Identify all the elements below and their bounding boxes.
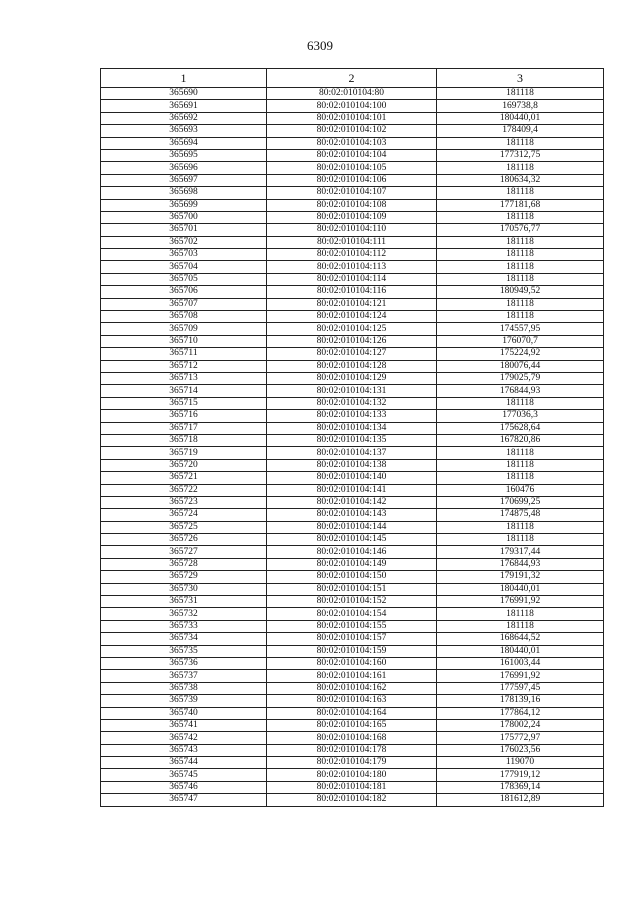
cadastral-number-cell: 80:02:010104:168 (267, 732, 437, 744)
value-cell: 176844,93 (437, 558, 604, 570)
table-row (101, 174, 604, 186)
table-row (101, 311, 604, 323)
row-number-cell: 365743 (101, 744, 267, 756)
value-cell: 180440,01 (437, 583, 604, 595)
table-row (101, 360, 604, 372)
cadastral-number-cell: 80:02:010104:150 (267, 571, 437, 583)
value-cell: 174875,48 (437, 509, 604, 521)
value-cell: 176991,92 (437, 596, 604, 608)
cadastral-number-cell: 80:02:010104:128 (267, 360, 437, 372)
value-cell: 180949,52 (437, 286, 604, 298)
table-row (101, 707, 604, 719)
value-cell: 181118 (437, 236, 604, 248)
column-header-2: 2 (267, 69, 437, 88)
row-number-cell: 365732 (101, 608, 267, 620)
row-number-cell: 365707 (101, 298, 267, 310)
row-number-cell: 365700 (101, 211, 267, 223)
table-row (101, 211, 604, 223)
row-number-cell: 365695 (101, 149, 267, 161)
cadastral-number-cell: 80:02:010104:100 (267, 100, 437, 112)
cadastral-number-cell: 80:02:010104:132 (267, 397, 437, 409)
cadastral-number-cell: 80:02:010104:181 (267, 781, 437, 793)
row-number-cell: 365703 (101, 249, 267, 261)
row-number-cell: 365731 (101, 596, 267, 608)
cadastral-number-cell: 80:02:010104:137 (267, 447, 437, 459)
cadastral-number-cell: 80:02:010104:159 (267, 645, 437, 657)
table-row (101, 125, 604, 137)
table-row (101, 571, 604, 583)
row-number-cell: 365740 (101, 707, 267, 719)
row-number-cell: 365725 (101, 521, 267, 533)
row-number-cell: 365744 (101, 757, 267, 769)
row-number-cell: 365698 (101, 187, 267, 199)
table-row (101, 645, 604, 657)
table-row (101, 397, 604, 409)
row-number-cell: 365717 (101, 422, 267, 434)
cadastral-number-cell: 80:02:010104:103 (267, 137, 437, 149)
value-cell: 178409,4 (437, 125, 604, 137)
row-number-cell: 365706 (101, 286, 267, 298)
table-row (101, 682, 604, 694)
value-cell: 177181,68 (437, 199, 604, 211)
table-row (101, 261, 604, 273)
cadastral-number-cell: 80:02:010104:121 (267, 298, 437, 310)
row-number-cell: 365719 (101, 447, 267, 459)
cadastral-number-cell: 80:02:010104:116 (267, 286, 437, 298)
table-row (101, 670, 604, 682)
table-body (101, 88, 604, 807)
cadastral-number-cell: 80:02:010104:102 (267, 125, 437, 137)
row-number-cell: 365697 (101, 174, 267, 186)
row-number-cell: 365692 (101, 112, 267, 124)
row-number-cell: 365727 (101, 546, 267, 558)
row-number-cell: 365705 (101, 273, 267, 285)
value-cell: 175772,97 (437, 732, 604, 744)
value-cell: 181118 (437, 311, 604, 323)
row-number-cell: 365710 (101, 335, 267, 347)
table-row (101, 187, 604, 199)
value-cell: 181118 (437, 187, 604, 199)
table-row (101, 732, 604, 744)
table-header (101, 69, 604, 88)
cadastral-number-cell: 80:02:010104:154 (267, 608, 437, 620)
table-row (101, 596, 604, 608)
column-header-1: 1 (101, 69, 267, 88)
table-row (101, 199, 604, 211)
table-row (101, 249, 604, 261)
cadastral-number-cell: 80:02:010104:155 (267, 620, 437, 632)
table-row (101, 224, 604, 236)
value-cell: 160476 (437, 484, 604, 496)
row-number-cell: 365715 (101, 397, 267, 409)
table-row (101, 757, 604, 769)
table-row (101, 744, 604, 756)
value-cell: 119070 (437, 757, 604, 769)
row-number-cell: 365742 (101, 732, 267, 744)
cadastral-number-cell: 80:02:010104:131 (267, 385, 437, 397)
row-number-cell: 365735 (101, 645, 267, 657)
table-row (101, 583, 604, 595)
row-number-cell: 365738 (101, 682, 267, 694)
table-row (101, 769, 604, 781)
row-number-cell: 365747 (101, 794, 267, 806)
table-row (101, 88, 604, 100)
cadastral-number-cell: 80:02:010104:144 (267, 521, 437, 533)
cadastral-number-cell: 80:02:010104:109 (267, 211, 437, 223)
row-number-cell: 365704 (101, 261, 267, 273)
value-cell: 178002,24 (437, 719, 604, 731)
cadastral-number-cell: 80:02:010104:106 (267, 174, 437, 186)
cadastral-number-cell: 80:02:010104:138 (267, 459, 437, 471)
row-number-cell: 365745 (101, 769, 267, 781)
table-row (101, 781, 604, 793)
cadastral-number-cell: 80:02:010104:110 (267, 224, 437, 236)
value-cell: 181118 (437, 273, 604, 285)
table-row (101, 162, 604, 174)
row-number-cell: 365730 (101, 583, 267, 595)
cadastral-number-cell: 80:02:010104:179 (267, 757, 437, 769)
table-row (101, 608, 604, 620)
value-cell: 176844,93 (437, 385, 604, 397)
table-row (101, 484, 604, 496)
value-cell: 181118 (437, 298, 604, 310)
table-row (101, 534, 604, 546)
row-number-cell: 365718 (101, 434, 267, 446)
cadastral-number-cell: 80:02:010104:151 (267, 583, 437, 595)
row-number-cell: 365746 (101, 781, 267, 793)
table-row (101, 620, 604, 632)
table-row (101, 472, 604, 484)
cadastral-number-cell: 80:02:010104:182 (267, 794, 437, 806)
cadastral-number-cell: 80:02:010104:160 (267, 657, 437, 669)
row-number-cell: 365733 (101, 620, 267, 632)
cadastral-number-cell: 80:02:010104:105 (267, 162, 437, 174)
row-number-cell: 365690 (101, 88, 267, 100)
table-row (101, 434, 604, 446)
value-cell: 175224,92 (437, 348, 604, 360)
cadastral-number-cell: 80:02:010104:140 (267, 472, 437, 484)
value-cell: 181612,89 (437, 794, 604, 806)
cadastral-number-cell: 80:02:010104:133 (267, 410, 437, 422)
table-row (101, 236, 604, 248)
table-row (101, 149, 604, 161)
value-cell: 179191,32 (437, 571, 604, 583)
value-cell: 180440,01 (437, 112, 604, 124)
cadastral-number-cell: 80:02:010104:157 (267, 633, 437, 645)
row-number-cell: 365723 (101, 496, 267, 508)
value-cell: 179317,44 (437, 546, 604, 558)
cadastral-number-cell: 80:02:010104:104 (267, 149, 437, 161)
table-row (101, 521, 604, 533)
table-row (101, 137, 604, 149)
value-cell: 179025,79 (437, 372, 604, 384)
cadastral-number-cell: 80:02:010104:127 (267, 348, 437, 360)
row-number-cell: 365734 (101, 633, 267, 645)
cadastral-number-cell: 80:02:010104:142 (267, 496, 437, 508)
table-row (101, 496, 604, 508)
cadastral-number-cell: 80:02:010104:111 (267, 236, 437, 248)
cadastral-number-cell: 80:02:010104:80 (267, 88, 437, 100)
cadastral-number-cell: 80:02:010104:180 (267, 769, 437, 781)
value-cell: 168644,52 (437, 633, 604, 645)
value-cell: 177312,75 (437, 149, 604, 161)
value-cell: 170576,77 (437, 224, 604, 236)
row-number-cell: 365713 (101, 372, 267, 384)
value-cell: 181118 (437, 620, 604, 632)
value-cell: 178139,16 (437, 695, 604, 707)
row-number-cell: 365726 (101, 534, 267, 546)
table-row (101, 298, 604, 310)
value-cell: 177919,12 (437, 769, 604, 781)
row-number-cell: 365737 (101, 670, 267, 682)
value-cell: 161003,44 (437, 657, 604, 669)
cadastral-number-cell: 80:02:010104:143 (267, 509, 437, 521)
value-cell: 181118 (437, 447, 604, 459)
value-cell: 180076,44 (437, 360, 604, 372)
row-number-cell: 365711 (101, 348, 267, 360)
table-row (101, 794, 604, 806)
value-cell: 178369,14 (437, 781, 604, 793)
value-cell: 181118 (437, 521, 604, 533)
value-cell: 181118 (437, 211, 604, 223)
row-number-cell: 365721 (101, 472, 267, 484)
table-row (101, 422, 604, 434)
cadastral-number-cell: 80:02:010104:129 (267, 372, 437, 384)
cadastral-number-cell: 80:02:010104:162 (267, 682, 437, 694)
cadastral-number-cell: 80:02:010104:146 (267, 546, 437, 558)
row-number-cell: 365716 (101, 410, 267, 422)
value-cell: 181118 (437, 137, 604, 149)
row-number-cell: 365739 (101, 695, 267, 707)
row-number-cell: 365729 (101, 571, 267, 583)
cadastral-number-cell: 80:02:010104:125 (267, 323, 437, 335)
table-row (101, 286, 604, 298)
value-cell: 180634,32 (437, 174, 604, 186)
row-number-cell: 365709 (101, 323, 267, 335)
column-header-3: 3 (437, 69, 604, 88)
value-cell: 169738,8 (437, 100, 604, 112)
cadastral-number-cell: 80:02:010104:107 (267, 187, 437, 199)
row-number-cell: 365720 (101, 459, 267, 471)
page-number: 6309 (307, 38, 333, 53)
table-row (101, 348, 604, 360)
value-cell: 176991,92 (437, 670, 604, 682)
value-cell: 177864,12 (437, 707, 604, 719)
value-cell: 181118 (437, 459, 604, 471)
table-row (101, 546, 604, 558)
value-cell: 181118 (437, 249, 604, 261)
cadastral-number-cell: 80:02:010104:108 (267, 199, 437, 211)
value-cell: 176070,7 (437, 335, 604, 347)
value-cell: 180440,01 (437, 645, 604, 657)
table-row (101, 447, 604, 459)
table-row (101, 633, 604, 645)
row-number-cell: 365699 (101, 199, 267, 211)
value-cell: 181118 (437, 88, 604, 100)
header-row (101, 69, 604, 88)
value-cell: 181118 (437, 534, 604, 546)
value-cell: 181118 (437, 397, 604, 409)
table-row (101, 695, 604, 707)
value-cell: 181118 (437, 608, 604, 620)
table-row (101, 385, 604, 397)
row-number-cell: 365722 (101, 484, 267, 496)
row-number-cell: 365701 (101, 224, 267, 236)
value-cell: 181118 (437, 261, 604, 273)
table-row (101, 410, 604, 422)
cadastral-number-cell: 80:02:010104:149 (267, 558, 437, 570)
value-cell: 175628,64 (437, 422, 604, 434)
table-row (101, 335, 604, 347)
cadastral-number-cell: 80:02:010104:152 (267, 596, 437, 608)
row-number-cell: 365728 (101, 558, 267, 570)
data-table (100, 68, 604, 807)
value-cell: 177036,3 (437, 410, 604, 422)
row-number-cell: 365741 (101, 719, 267, 731)
value-cell: 176023,56 (437, 744, 604, 756)
cadastral-number-cell: 80:02:010104:164 (267, 707, 437, 719)
row-number-cell: 365696 (101, 162, 267, 174)
cadastral-number-cell: 80:02:010104:134 (267, 422, 437, 434)
table-row (101, 273, 604, 285)
row-number-cell: 365691 (101, 100, 267, 112)
table-row (101, 509, 604, 521)
value-cell: 181118 (437, 472, 604, 484)
row-number-cell: 365693 (101, 125, 267, 137)
row-number-cell: 365694 (101, 137, 267, 149)
table-row (101, 558, 604, 570)
table-row (101, 657, 604, 669)
row-number-cell: 365736 (101, 657, 267, 669)
cadastral-number-cell: 80:02:010104:178 (267, 744, 437, 756)
value-cell: 177597,45 (437, 682, 604, 694)
value-cell: 181118 (437, 162, 604, 174)
table-row (101, 323, 604, 335)
cadastral-number-cell: 80:02:010104:126 (267, 335, 437, 347)
table-row (101, 459, 604, 471)
cadastral-number-cell: 80:02:010104:112 (267, 249, 437, 261)
cadastral-number-cell: 80:02:010104:141 (267, 484, 437, 496)
row-number-cell: 365712 (101, 360, 267, 372)
cadastral-number-cell: 80:02:010104:113 (267, 261, 437, 273)
cadastral-number-cell: 80:02:010104:165 (267, 719, 437, 731)
cadastral-number-cell: 80:02:010104:163 (267, 695, 437, 707)
row-number-cell: 365708 (101, 311, 267, 323)
value-cell: 174557,95 (437, 323, 604, 335)
cadastral-number-cell: 80:02:010104:101 (267, 112, 437, 124)
row-number-cell: 365702 (101, 236, 267, 248)
row-number-cell: 365714 (101, 385, 267, 397)
cadastral-number-cell: 80:02:010104:161 (267, 670, 437, 682)
table-row (101, 112, 604, 124)
cadastral-number-cell: 80:02:010104:124 (267, 311, 437, 323)
table-row (101, 372, 604, 384)
row-number-cell: 365724 (101, 509, 267, 521)
cadastral-number-cell: 80:02:010104:145 (267, 534, 437, 546)
table-row (101, 719, 604, 731)
cadastral-number-cell: 80:02:010104:135 (267, 434, 437, 446)
table-row (101, 100, 604, 112)
value-cell: 167820,86 (437, 434, 604, 446)
cadastral-number-cell: 80:02:010104:114 (267, 273, 437, 285)
value-cell: 170699,25 (437, 496, 604, 508)
